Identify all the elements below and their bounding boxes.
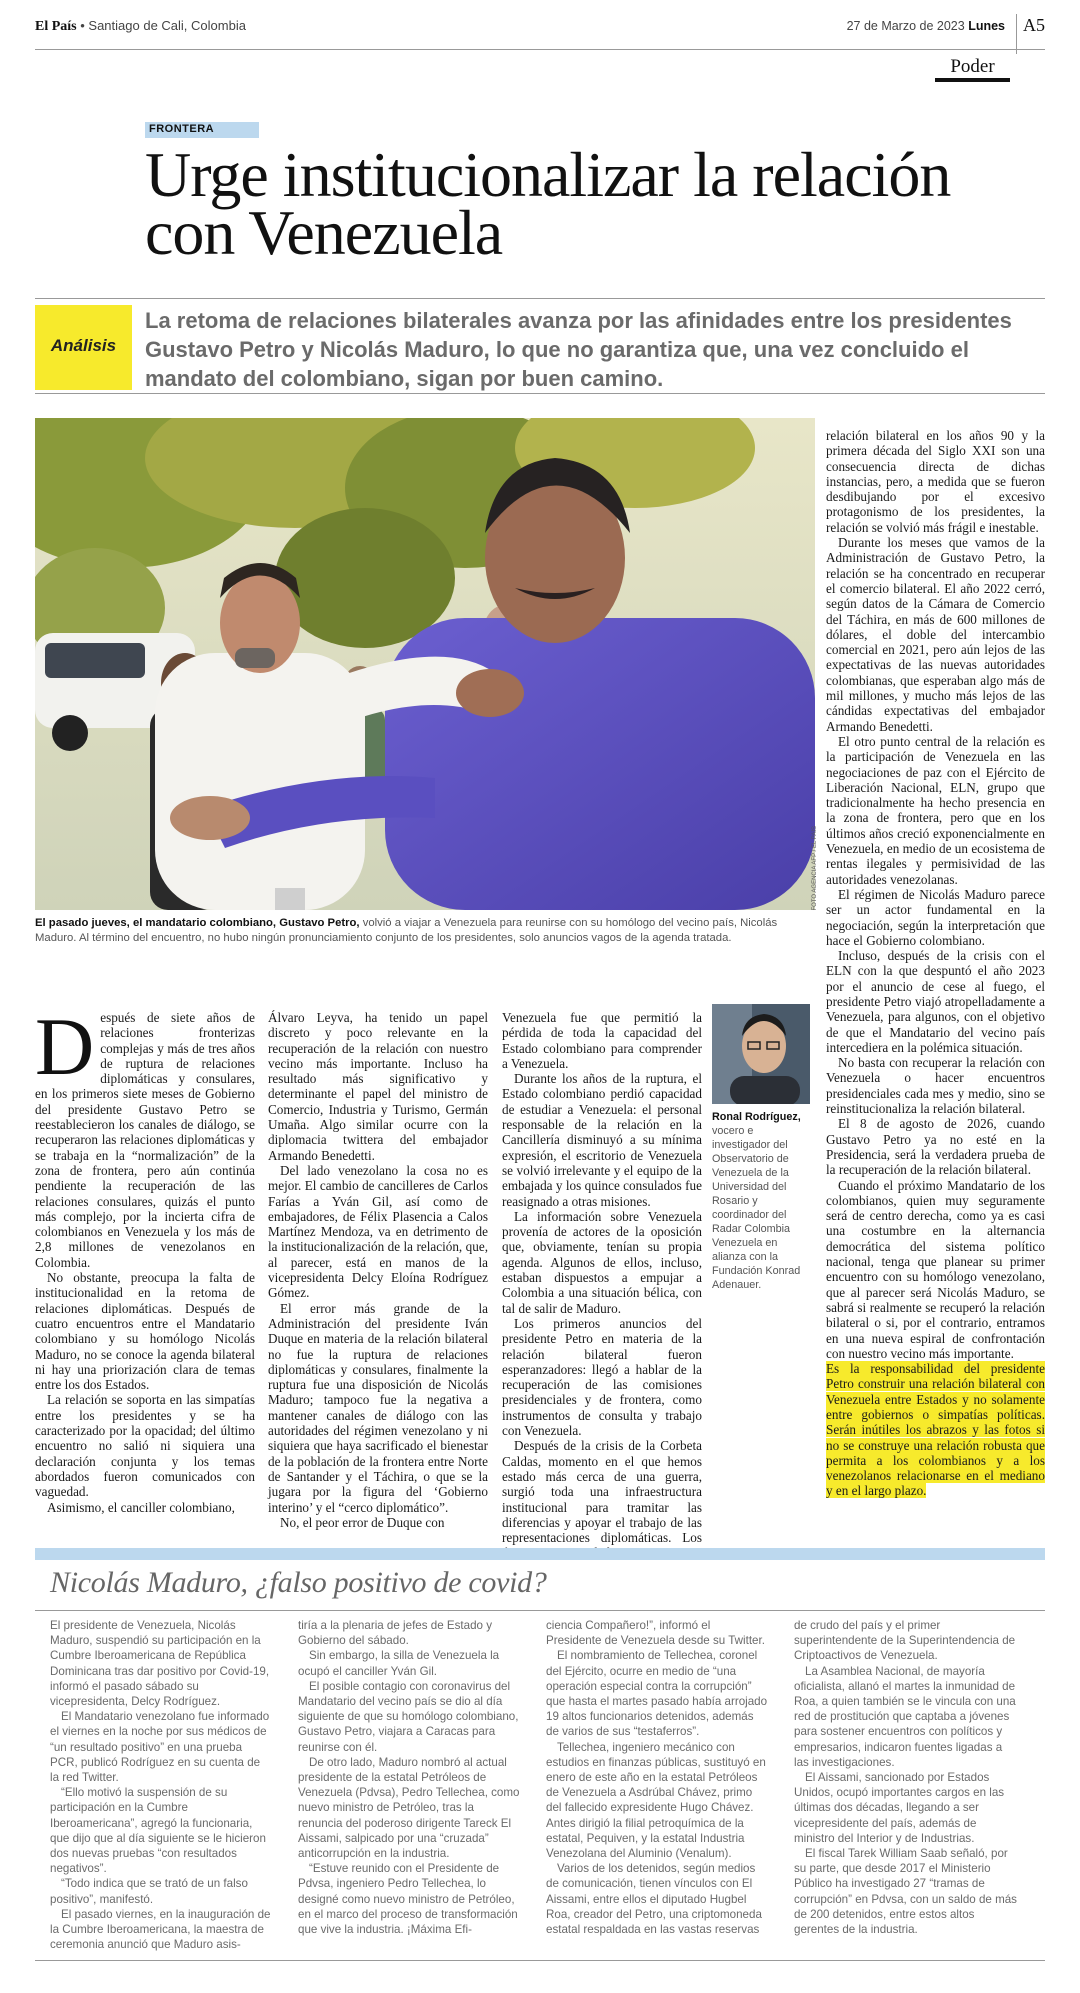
deck-text: La retoma de relaciones bilaterales avanza por las afinidades entre los presidentes Gustavo Petro y Nicolás Maduro, lo que no garantiza que, una vez concluido el mandato del colombiano, sigan por buen camino. <box>145 308 1012 391</box>
article-paragraph: La información sobre Venezuela provenía de actores de la oposición que, obviamente, tenían su propia agenda. Algunos de ellos, incluso, estaban dispuestos a empujar a Colombia a una situación bélica, con tal de salir de Maduro. <box>502 1208 702 1316</box>
sidebar-paragraph: La Asamblea Nacional, de mayoría oficialista, allanó el martes la inmunidad de Roa, a quien también se le vincula con una red de prostitución que captaba a jóvenes para sostener encuentros con políticos y empresarios, indicaron fuentes ligadas a las investigaciones. <box>794 1664 1016 1769</box>
sidebar-column-4 <box>794 1618 1019 1937</box>
article-paragraph: La relación se soporta en las simpatías entre los presidentes y se ha caracterizado por la opacidad; del último encuentro no salió ni siquiera una declaración conjunta y los temas abordados fueron comunicados con vaguedad. <box>35 1392 255 1500</box>
article-column-4 <box>826 428 1045 1499</box>
sidebar-column-3 <box>546 1618 768 1937</box>
sidebar-title: Nicolás Maduro, ¿falso positivo de covid? <box>50 1566 547 1599</box>
article-paragraph: El error más grande de la Administración del presidente Iván Duque en materia de la relación bilateral no fue la ruptura de relaciones diplomáticas y consulares, finalmente la ruptura fue una disposición de Nicolás Maduro; tampoco fue la negativa a mantener canales de diálogo con las autoridades del régimen venezolano y ni siquiera que haya sacrificado el bienestar de la población de la frontera entre Norte de Santander y el Táchira, o que se la jugara por la figura del ‘Gobierno interino’ y el “cerco diplomático”. <box>268 1300 488 1515</box>
main-photo <box>35 418 815 910</box>
masthead-city: Santiago de Cali, Colombia <box>88 18 246 33</box>
article-paragraph: Durante los meses que vamos de la Administración de Gustavo Petro, la relación se ha concentrado en recuperar el comercio bilateral. El año 2022 cerró, según datos de la Cámara de Comercio del Táchira, en más de 600 millones de dólares, el doble del intercambio comercial en 2021, pero aún lejos de las expectativas de las nuevas autoridades colombianas, que esperaban algo más de mil millones, y mucho más lejos de las cándidas expectativas del embajador Armando Benedetti. <box>826 535 1045 734</box>
sidebar-column-2 <box>298 1618 520 1937</box>
analysis-label: Análisis <box>35 305 132 390</box>
article-paragraph: Asimismo, el canciller colombiano, <box>47 1499 235 1515</box>
masthead-divider <box>1016 14 1017 54</box>
article-paragraph: Venezuela fue que permitió la pérdida de toda la capacidad del Estado colombiano para comprender a Venezuela. <box>502 1010 702 1071</box>
sidebar-paragraph: Sin embargo, la silla de Venezuela la ocupó el canciller Yván Gil. <box>298 1649 500 1678</box>
photo-credit: FOTO AGENCIA AFP / EL PAÍS <box>812 826 818 911</box>
sidebar-paragraph: “Estuve reunido con el Presidente de Pdvsa, ingeniero Pedro Tellechea, lo designé como nuevo ministro de Petróleo, en el marco del proceso de transformación que vive la industria. ¡Máxima Efi- <box>298 1862 518 1937</box>
highlight-text: Es la responsabilidad del presidente Petro construir una relación bilateral con Venezuela entre Estados y no solamente entre gobiernos o simpatías políticas. Serán inútiles los abrazos y las fotos si no se construye una relación robusta que permita a los colombianos y a los venezolanos relacionarse en el mediano y en el largo plazo. <box>826 1361 1045 1499</box>
sidebar-paragraph: El posible contagio con coronavirus del Mandatario del vecino país se dio al día siguiente de que su homólogo colombiano, Gustavo Petro, viajara a Caracas para reunirse con él. <box>298 1679 519 1754</box>
caption-rest: volvió a viajar a Venezuela para reunirse con su homólogo del vecino país, Nicolás Maduro. Al término del encuentro, no hubo ningún pronunciamiento conjunto de los presidentes, solo anuncios vagos de la agenda tratada. <box>35 917 778 944</box>
article-paragraph: Incluso, después de la crisis con el ELN con la que despuntó el año 2023 por el anuncio de cese al fuego, el presidente Petro viajó atropelladamente a Venezuela, para algunos, con el objetivo de que el Mandatario del vecino país intercediera en la polémica situación. <box>826 948 1045 1055</box>
article-paragraph: No obstante, preocupa la falta de institucionalidad en la retoma de relaciones diplomáticas. Después de cuatro encuentros entre el Mandatario colombiano y su homólogo Nicolás Maduro, no se conoce la agenda bilateral ni hay una priorización clara de temas entre los dos Estados. <box>35 1270 255 1393</box>
masthead-separator: • <box>76 18 89 33</box>
sidebar-divider <box>35 1610 1045 1611</box>
sidebar-paragraph: El pasado viernes, en la inauguración de la Cumbre Iberoamericana, la maestra de ceremonia anunció que Maduro asis- <box>50 1907 271 1952</box>
sidebar-paragraph: “Ello motivó la suspensión de su participación en la Cumbre Iberoamericana”, agregó la funcionaria, que dijo que al día siguiente se le hicieron dos nuevas pruebas “con resultados negativos”. <box>50 1786 266 1876</box>
author-portrait <box>712 1004 810 1104</box>
paper-name: El País <box>35 19 77 34</box>
sidebar-column-1 <box>50 1618 272 1952</box>
dropcap: D <box>35 1001 95 1092</box>
article-column-2 <box>268 1010 488 1530</box>
article-paragraph: Cuando el próximo Mandatario de los colombianos, quien muy seguramente será de centro derecha, como ya es casi una costumbre en la alternancia democrática del sistema político nacional, tenga que planear su primer encuentro con su homólogo venezolano, que al parecer será Nicolás Maduro, se sabrá si realmente se recuperó la relación bilateral o si, por el contrario, entramos en una nueva espiral de confrontación con nuestro vecino más importante. <box>826 1177 1045 1361</box>
sidebar-paragraph: El presidente de Venezuela, Nicolás Maduro, suspendió su participación en la Cumbre Iberoamericana de República Dominicana tras dar positivo por Covid-19, informó el pasado sábado su vicepresidenta, Delcy Rodríguez. <box>50 1619 270 1709</box>
date-text: 27 de Marzo de 2023 <box>846 19 965 33</box>
weekday-text: Lunes <box>968 19 1005 33</box>
headline: Urge institucionalizar la relación con Venezuela <box>145 139 951 268</box>
article-paragraph: relación bilateral en los años 90 y la primera década del Siglo XXI son una consecuencia directa de dichas instancias, pero, a medida que se fueron desdibujando por el excesivo protagonismo de los presidentes, la relación se volvió más frágil e inestable. <box>826 428 1045 535</box>
sidebar-paragraph: El Aissami, sancionado por Estados Unidos, ocupó importantes cargos en las últimas dos décadas, llegando a ser vicepresidente del país, además de ministro del Interior y de Industrias. <box>794 1771 1005 1845</box>
photo-caption <box>35 916 815 946</box>
author-photo <box>712 1004 810 1104</box>
caption-bold: El pasado jueves, el mandatario colombiano, Gustavo Petro, <box>35 917 360 929</box>
sidebar-paragraph: El nombramiento de Tellechea, coronel del Ejército, ocurre en medio de “una operación especial contra la corrupción” que hasta el martes pasado había arrojado 19 altos funcionarios detenidos, además de varios de sus “testaferros”. <box>546 1649 768 1739</box>
sidebar-paragraph: Tellechea, ingeniero mecánico con estudios en finanzas públicas, sustituyó en enero de este año en la estatal Petróleos de Venezuela a Asdrúbal Chávez, primo del fallecido expresidente Hugo Chávez. Antes dirigió la filial petroquímica de la estatal, Pequiven, y la estatal Industria Venezolana del Aluminio (Venalum). <box>546 1740 766 1861</box>
article-paragraph: El 8 de agosto de 2026, cuando Gustavo Petro ya no esté en la Presidencia, será la verdadera prueba de la recuperación de la relación bilateral. <box>826 1116 1045 1178</box>
article-paragraph: No basta con recuperar la relación con Venezuela o hacer encuentros presidenciales cada mes y medio, sino se reinstitucionaliza la relación bilateral. <box>826 1055 1045 1117</box>
sidebar-top-bar <box>35 1548 1045 1560</box>
sidebar-paragraph: “Todo indica que se trató de un falso positivo”, manifestó. <box>50 1877 248 1906</box>
sidebar-paragraph: El Mandatario venezolano fue informado el viernes en la noche por sus médicos de “un resultado positivo” en una prueba PCR, publicó Rodríguez en su cuenta de la red Twitter. <box>50 1710 270 1785</box>
article-paragraph: No, el peor error de Duque con <box>280 1514 445 1530</box>
author-bio <box>712 1110 810 1292</box>
section-tab: Poder <box>935 50 1010 82</box>
sidebar-paragraph: El fiscal Tarek William Saab señaló, por su parte, que desde 2017 el Ministerio Público ha investigado 27 “tramas de corrupción” en Pdvsa, con un saldo de más de 200 detenidos, entre estos altos gerentes de la industria. <box>794 1847 1017 1937</box>
article-column-3 <box>502 1010 702 1561</box>
masthead <box>35 16 1045 50</box>
highlight-quote <box>826 1361 1045 1499</box>
masthead-date <box>847 19 1005 33</box>
photo-illustration <box>35 418 815 910</box>
article-paragraph: Durante los años de la ruptura, el Estado colombiano perdió capacidad de estudiar a Venezuela: el personal responsable de la relación en la Cancillería disminuyó a su mínima expresión, el escritorio de Venezuela se volvió irrelevante y el equipo de la embajada y los quince consulados fue reasignado a otras misiones. <box>502 1071 702 1209</box>
sidebar-paragraph: Varios de los detenidos, según medios de comunicación, tienen vínculos con El Aissami, entre ellos el diputado Hugbel Roa, creador del Petro, una criptomoneda estatal respaldada en las vastas reservas <box>546 1862 762 1937</box>
masthead-left <box>35 18 246 35</box>
sidebar-paragraph: De otro lado, Maduro nombró al actual presidente de la estatal Petróleos de Venezuela (Pdvsa), Pedro Tellechea, como nuevo ministro de Petróleo, tras la renuncia del poderoso dirigente Tareck El Aissami, salpicado por una “cruzada” anticorrupción en la industria. <box>298 1755 520 1861</box>
article-paragraph: El régimen de Nicolás Maduro parece ser un actor fundamental en la negociación, según la interpretación que hace el Gobierno colombiano. <box>826 886 1045 948</box>
page-number: A5 <box>1023 15 1045 35</box>
author-description: vocero e investigador del Observatorio de Venezuela de la Universidad del Rosario y coordinador del Radar Colombia Venezuela en alianza con la Fundación Konrad Adenauer. <box>712 1125 801 1291</box>
article-paragraph: Álvaro Leyva, ha tenido un papel discreto y poco relevante en la recuperación de la relación con nuestro vecino más importante. Incluso ha resultado más significativo y determinante el papel del ministro de Comercio, Industria y Turismo, Germán Umaña. Algo similar ocurre con la diplomacia twittera del embajador Armando Benedetti. <box>268 1010 488 1163</box>
author-name: Ronal Rodríguez, <box>712 1111 801 1123</box>
article-paragraph: Los primeros anuncios del presidente Petro en materia de la relación bilateral fueron esperanzadores: llegó a hablar de la recuperación de las comisiones presidenciales y de frontera, como instrumentos de consulta y trabajo con Venezuela. <box>502 1315 702 1439</box>
sidebar-paragraph: de crudo del país y el primer superintendente de la Superintendencia de Criptoactivos de Venezuela. <box>794 1619 1016 1663</box>
article-column-1 <box>35 1001 255 1515</box>
bottom-divider <box>35 1960 1045 1961</box>
kicker-label: FRONTERA <box>145 122 259 138</box>
article-paragraph: Después de la crisis de la Corbeta Caldas, momento en el que hemos estado más cerca de una guerra, surgió toda una infraestructura institucional para tramitar las diferencias y apoyar el trabajo de las representaciones diplomáticas. Los <box>502 1438 702 1546</box>
sidebar-paragraph: ciencia Compañero!”, informó el Presidente de Venezuela desde su Twitter. <box>546 1619 765 1648</box>
article-paragraph: El otro punto central de la relación es la participación de Venezuela en las negociaciones de paz con el Ejército de Liberación Nacional, ELN, grupo que tradicionalmente ha hecho presencia en la zona de frontera, pero que en los últimos años creció exponencialmente en Venezuela, en medio de un ecosistema de rentas ilegales y permisividad de las autoridades venezolanas. <box>826 733 1045 887</box>
sidebar-paragraph: tiría a la plenaria de jefes de Estado y Gobierno del sábado. <box>298 1619 492 1648</box>
article-paragraph: espués de siete años de relaciones fronterizas complejas y más de tres años de ruptura de relaciones diplomáticas y consulares, en los primeros siete meses de Gobierno del presidente Gustavo Petro se reestablecieron los canales de diálogo, se recuperaron las relaciones diplomáticas y se trabaja en la “normalización” de la zona de frontera, pero aún continúa pendiente la recuperación de las relaciones consulares, quizás el punto más complejo, por la incierta cifra de colombianos en Venezuela y los más de 2,8 millones de venezolanos en Colombia. <box>35 1010 255 1270</box>
article-paragraph: Del lado venezolano la cosa no es mejor. El cambio de cancilleres de Carlos Farías a Yván Gil, así como de embajadores, de Félix Plasencia a Calos Martínez Mendoza, va en detrimento de la institucionalización de la relación, que, al parecer, está en manos de la vicepresidenta Delcy Eloína Rodríguez Gómez. <box>268 1162 488 1301</box>
